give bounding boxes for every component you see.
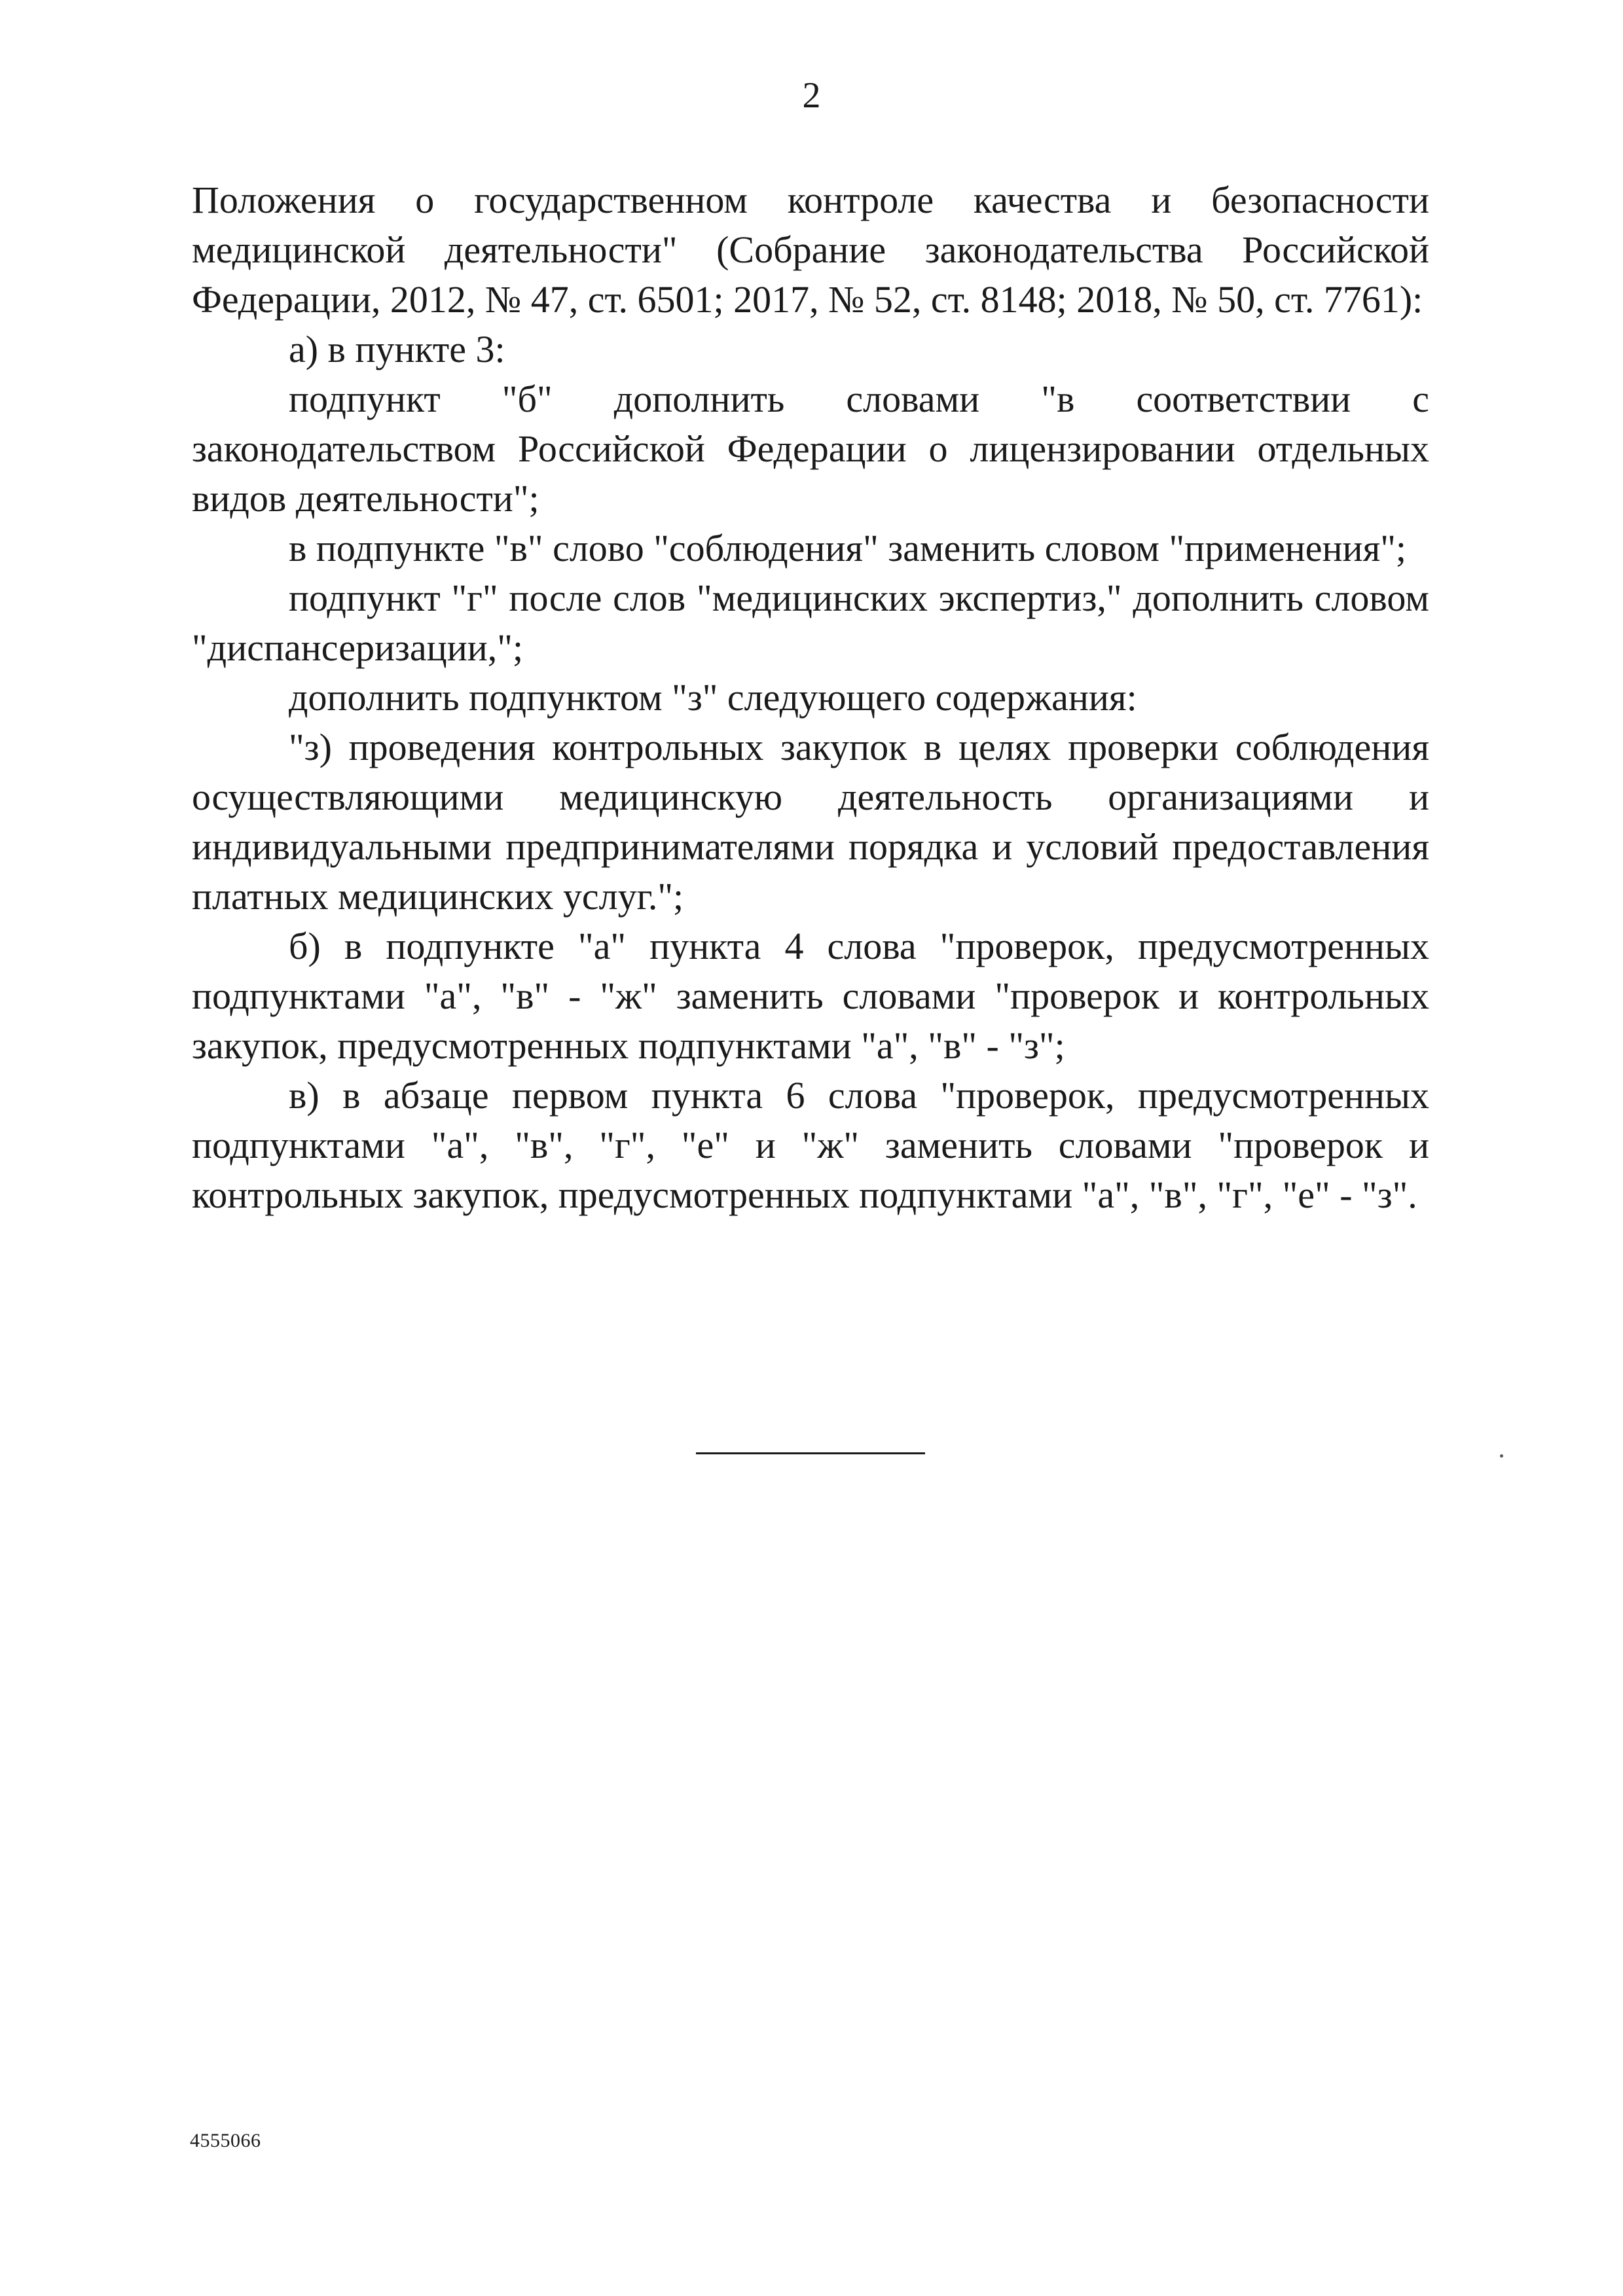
document-body xyxy=(192,175,1429,1220)
paragraph-subitem-b: подпункт "б" дополнить словами "в соответствии с законодательством Российской Федерации о лицензировании отдельных видов деятельности"; xyxy=(192,378,1429,520)
paragraph-item-a: а) в пункте 3: xyxy=(289,328,505,370)
paragraph-add-subitem-z: дополнить подпунктом "з" следующего содержания: xyxy=(289,676,1137,719)
document-code: 4555066 xyxy=(190,2130,261,2151)
paragraph-item-v: в) в абзаце первом пункта 6 слова "проверок, предусмотренных подпунктами "а", "в", "г", "е" и "ж" заменить словами "проверок и контрольных закупок, предусмотренных подпунктами "а", "в", "г", "е" - "з". xyxy=(192,1074,1429,1216)
page-number: 2 xyxy=(802,75,821,116)
paragraph-subitem-g: подпункт "г" после слов "медицинских экспертиз," дополнить словом "диспансеризации,"; xyxy=(192,577,1429,669)
paragraph-subitem-v: в подпункте "в" слово "соблюдения" заменить словом "применения"; xyxy=(289,527,1407,569)
paragraph-item-b: б) в подпункте "а" пункта 4 слова "проверок, предусмотренных подпунктами "а", "в" - "ж" заменить словами "проверок и контрольных закупок, предусмотренных подпунктами "а", "в" - "з"; xyxy=(192,925,1429,1067)
paragraph-subitem-z-text: "з) проведения контрольных закупок в целях проверки соблюдения осуществляющими медицинскую деятельность организациями и индивидуальными предпринимателями порядка и условий предоставления платных медицинских услуг."; xyxy=(192,726,1429,918)
scan-speck xyxy=(1500,1454,1503,1458)
end-of-text-rule xyxy=(696,1452,925,1454)
paragraph-regulation-reference: Положения о государственном контроле качества и безопасности медицинской деятельности" (Собрание законодательства Российской Федерации, 2012, № 47, ст. 6501; 2017, № 52, ст. 8148; 2018, № 50, ст. 7761): xyxy=(192,179,1429,321)
